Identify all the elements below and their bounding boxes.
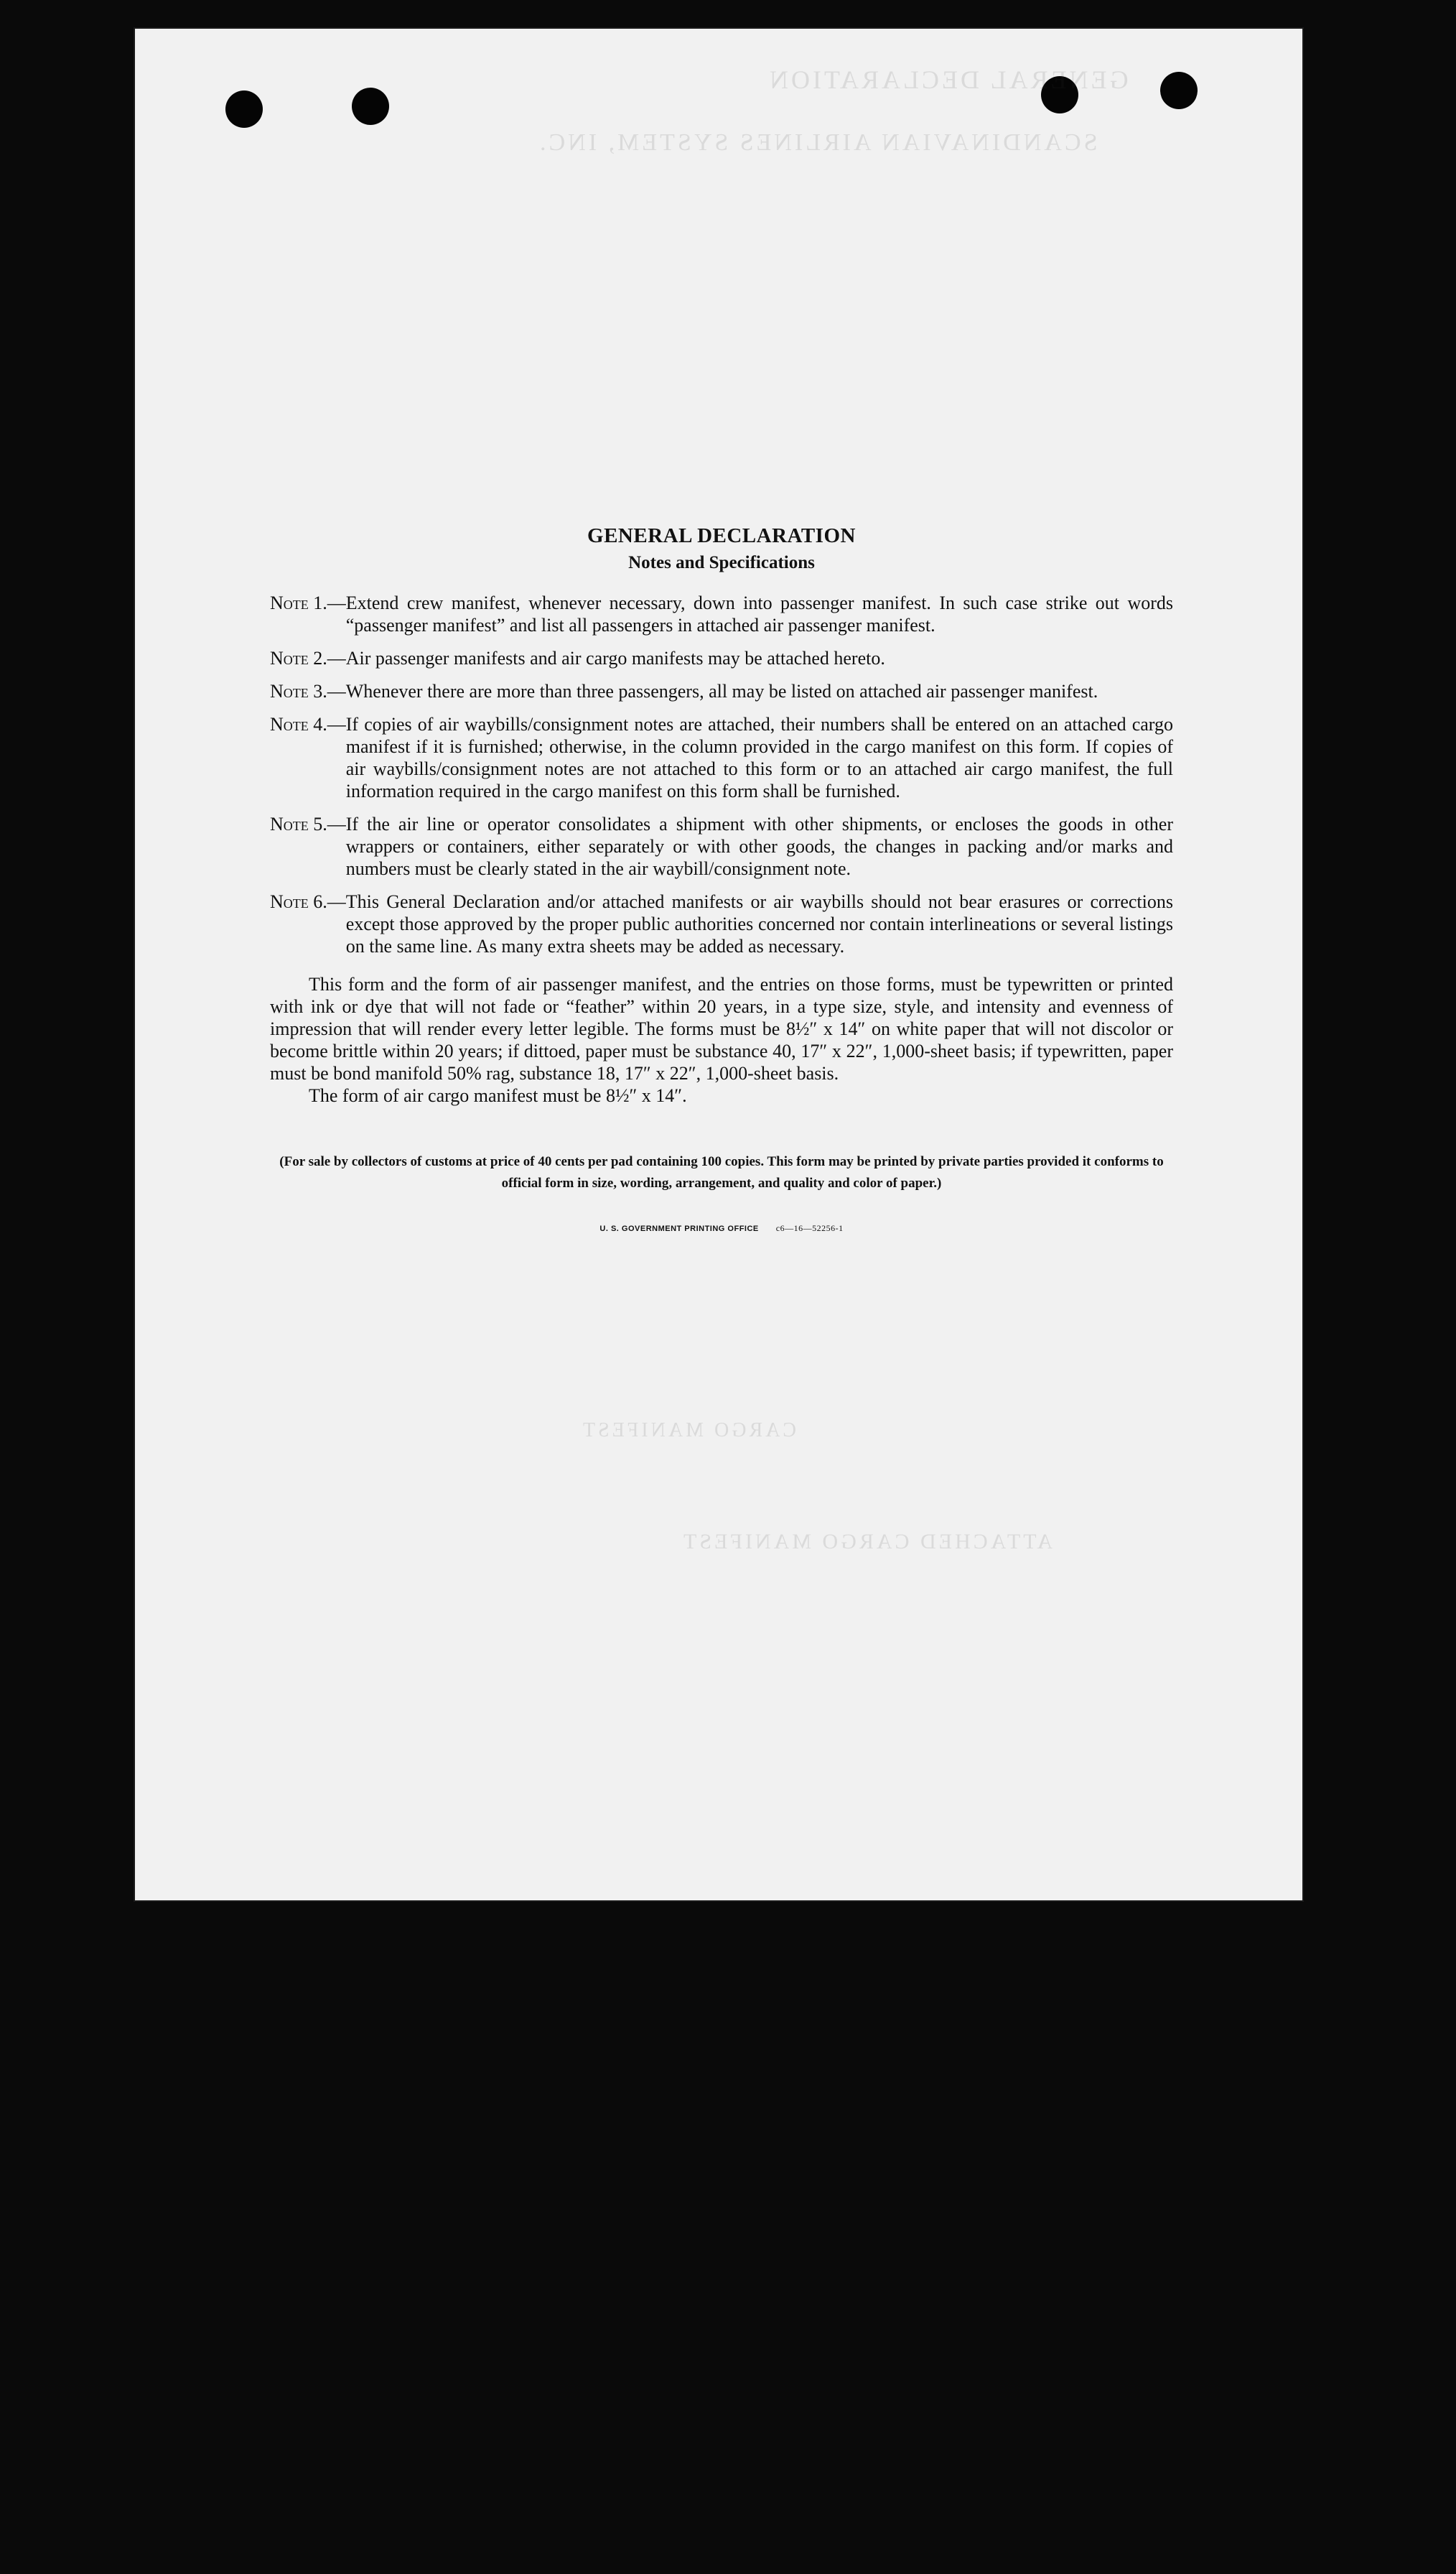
note-item	[270, 680, 1173, 702]
note-text: Air passenger manifests and air cargo manifests may be attached hereto.	[345, 648, 885, 669]
note-item	[270, 647, 1173, 669]
note-item	[270, 891, 1173, 957]
note-item	[270, 713, 1173, 802]
page-subtitle: Notes and Specifications	[628, 553, 815, 572]
document-content	[270, 521, 1173, 1234]
punch-hole	[352, 88, 389, 125]
punch-hole	[225, 90, 263, 128]
form-requirements-paragraph: This form and the form of air passenger manifest, and the entries on those forms, must be typewritten or printed with ink or dye that will not fade or “feather” within 20 years, in a type size, style, and intensity and evenness of impression that will render every letter legible. The forms must be 8½″ x 14″ on white paper that will not discolor or become brittle within 20 years; if dittoed, paper must be substance 40, 17″ x 22″, 1,000-sheet basis; if typewritten, paper must be bond manifold 50% rag, substance 18, 17″ x 22″, 1,000-sheet basis.	[270, 974, 1173, 1084]
bleed-through-header: GENERAL DECLARATION	[767, 65, 1129, 94]
note-label: Note 6.—	[270, 891, 346, 912]
note-item	[270, 813, 1173, 880]
page-title: GENERAL DECLARATION	[587, 524, 856, 547]
cargo-manifest-size-note: The form of air cargo manifest must be 8½″ x 14″.	[309, 1085, 687, 1106]
note-label: Note 2.—	[270, 648, 346, 669]
punch-hole	[1160, 72, 1198, 109]
note-text: Whenever there are more than three passengers, all may be listed on attached air passenger manifest.	[345, 681, 1098, 702]
bleed-through-operator: SCANDINAVIAN AIRLINES SYSTEM, INC.	[537, 129, 1098, 156]
note-text: This General Declaration and/or attached manifests or air waybills should not bear erasures or corrections except those approved by the proper public authorities concerned nor contain interlineations or several listings on the same line. As many extra sheets may be added as necessary.	[345, 891, 1173, 957]
sale-note: (For sale by collectors of customs at price of 40 cents per pad containing 100 copies. This form may be printed by private parties provided it conforms to official form in size, wording, arrangement, and quality and color of paper.)	[279, 1154, 1164, 1191]
note-label: Note 4.—	[270, 714, 346, 735]
imprint-code: c6—16—52256-1	[775, 1223, 844, 1233]
bleed-through-section: ATTACHED CARGO MANIFEST	[681, 1530, 1053, 1553]
printing-office-imprint: U. S. GOVERNMENT PRINTING OFFICE c6—16—52256-1	[599, 1223, 844, 1233]
note-label: Note 5.—	[270, 814, 346, 835]
note-text: If copies of air waybills/consignment notes are attached, their numbers shall be entered on an attached cargo manifest if it is furnished; otherwise, in the column provided in the cargo manifest on this form. If copies of air waybills/consignment notes are not attached to this form or to an attached air cargo manifest, the full information required in the cargo manifest on this form shall be furnished.	[345, 714, 1173, 802]
note-text: Extend crew manifest, whenever necessary, down into passenger manifest. In such case strike out words “passenger manifest” and list all passengers in attached air passenger manifest.	[345, 593, 1173, 636]
note-text: If the air line or operator consolidates a shipment with other shipments, or encloses the goods in other wrappers or containers, either separately or with other goods, the changes in packing and/or marks and numbers must be clearly stated in the air waybill/consignment note.	[345, 814, 1173, 879]
note-item	[270, 592, 1173, 636]
note-label: Note 1.—	[270, 593, 346, 613]
note-label: Note 3.—	[270, 681, 346, 702]
bleed-through-section: CARGO MANIFEST	[580, 1419, 797, 1441]
